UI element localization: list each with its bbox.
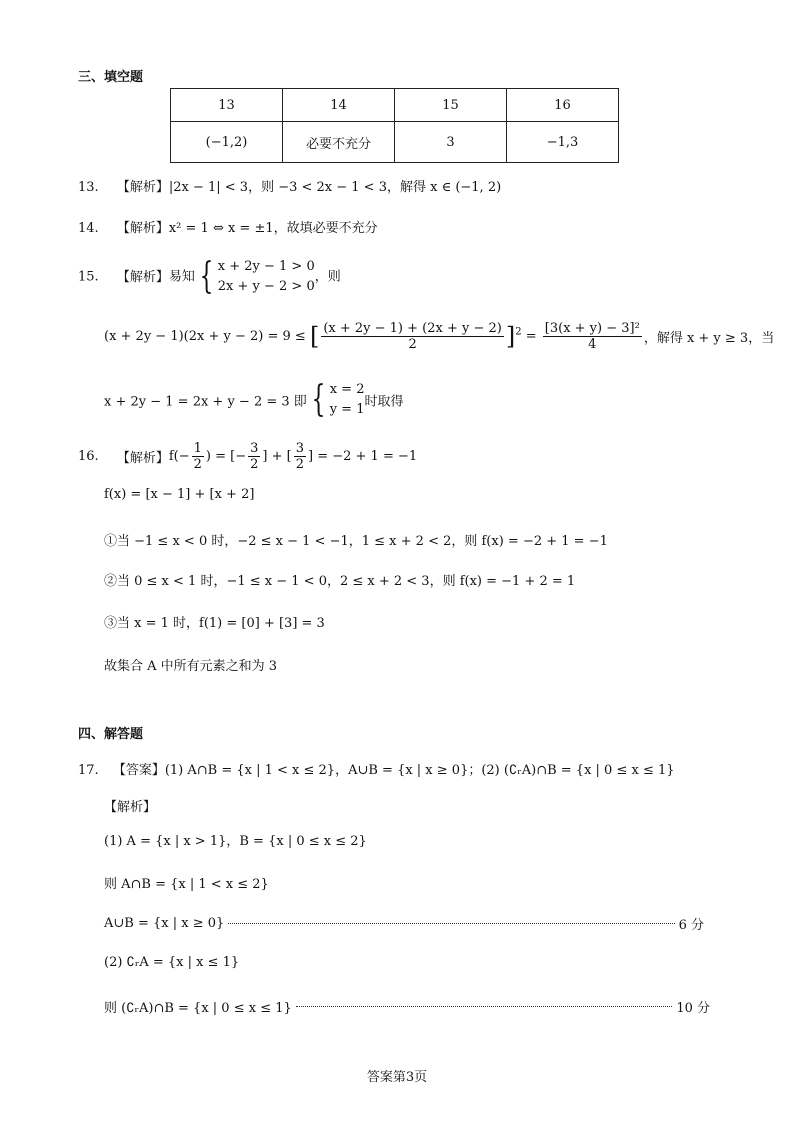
q15-frac1-num: (x + 2y − 1) + (2x + y − 2) bbox=[323, 321, 502, 336]
q15-system-1: { x + 2y − 1 > 0 2x + y − 2 > 0 bbox=[199, 256, 315, 297]
q16-l1-mid2: ] + [ bbox=[262, 449, 292, 464]
q17-l4: (2) ∁ᵣA = {x | x ≤ 1} bbox=[104, 955, 240, 970]
q15-frac2-num: [3(x + y) − 3]² bbox=[544, 321, 640, 336]
q17-tag: 【解析】 bbox=[104, 800, 157, 815]
table-answer-16: −1,3 bbox=[507, 122, 619, 163]
q15-eq: = bbox=[525, 329, 537, 344]
q15-frac2-den: 4 bbox=[588, 337, 597, 352]
q15-line3 bbox=[104, 380, 404, 420]
q15-sys2-row2: y = 1 bbox=[329, 402, 365, 417]
q16-line2: f(x) = [x − 1] + [x + 2] bbox=[104, 487, 255, 502]
q16-conclusion: 故集合 A 中所有元素之和为 3 bbox=[104, 659, 278, 674]
q15-lead: 易知 bbox=[168, 269, 195, 285]
q14-text: x² = 1 ⇔ x = ±1，故填必要不充分 bbox=[168, 221, 378, 236]
q17-l3-leader bbox=[228, 923, 674, 924]
q14-number: 14. bbox=[78, 221, 99, 236]
q16-half-num: 1 bbox=[193, 441, 202, 456]
q15-line2: (x + 2y − 1)(2x + y − 2) = 9 ≤ [ $\frac{(x + 2y - 1) + (2x + y - 2)}{2}$ ]$^2$ = $\frac{\text{[3(x + y) − 3]²}}{4}$ ，解得 x + y ≥ 3，当 bbox=[104, 321, 775, 352]
q15-line1 bbox=[78, 257, 341, 297]
table-answer-14: 必要不充分 bbox=[283, 122, 395, 163]
q16-three-num-2: 3 bbox=[295, 441, 304, 456]
q16-case3: ③当 x = 1 时，f(1) = [0] + [3] = 3 bbox=[104, 616, 325, 631]
q17-l5-row bbox=[104, 997, 710, 1016]
q15-system-2: { x = 2 y = 1 bbox=[311, 379, 365, 420]
table-answer-15: 3 bbox=[395, 122, 507, 163]
q16-half bbox=[192, 441, 204, 472]
q16-half-den: 2 bbox=[193, 457, 202, 472]
q14-line bbox=[78, 217, 378, 236]
table-answer-13: (−1,2) bbox=[171, 122, 283, 163]
q15-tag: 【解析】 bbox=[116, 269, 169, 285]
q16-l1-mid: ) = [− bbox=[205, 449, 247, 464]
q15-sys1-row1: x + 2y − 1 > 0 bbox=[217, 259, 315, 274]
q13-text: |2x − 1| < 3，则 −3 < 2x − 1 < 3，解得 x ∈ (−1, 2) bbox=[168, 180, 502, 195]
table-header-13: 13 bbox=[171, 89, 283, 122]
section-4-title: 四、解答题 bbox=[78, 727, 144, 742]
q16-case2: ②当 0 ≤ x < 1 时，−1 ≤ x − 1 < 0，2 ≤ x + 2 < 3，则 f(x) = −1 + 2 = 1 bbox=[104, 574, 576, 589]
q16-neg-three-half bbox=[248, 441, 260, 472]
q17-l3-score: 6 分 bbox=[678, 918, 704, 933]
q17-l3-row bbox=[104, 914, 704, 933]
q16-case1: ①当 −1 ≤ x < 0 时，−2 ≤ x − 1 < −1，1 ≤ x + 2 < 2，则 f(x) = −2 + 1 = −1 bbox=[104, 534, 608, 549]
q15-number: 15. bbox=[78, 269, 99, 285]
q15-frac1-den: 2 bbox=[408, 337, 417, 352]
table-header-16: 16 bbox=[507, 89, 619, 122]
answer-table bbox=[170, 88, 619, 163]
q17-l2: 则 A∩B = {x | 1 < x ≤ 2} bbox=[104, 877, 269, 892]
q13-line bbox=[78, 176, 501, 195]
q17-answer-line bbox=[78, 759, 675, 778]
q17-answer: 【答案】(1) A∩B = {x | 1 < x ≤ 2}，A∪B = {x | x ≥ 0}；(2) (∁ᵣA)∩B = {x | 0 ≤ x ≤ 1} bbox=[112, 763, 675, 778]
section-3-title: 三、填空题 bbox=[78, 70, 144, 85]
q15-tail: ，解得 x + y ≥ 3，当 bbox=[643, 331, 775, 346]
q17-number: 17. bbox=[78, 763, 99, 778]
page-footer: 答案第3页 bbox=[366, 1070, 428, 1085]
q16-number: 16. bbox=[78, 449, 99, 464]
q13-number: 13. bbox=[78, 180, 99, 195]
q17-l5-leader bbox=[296, 1006, 673, 1007]
q17-l5: 则 (∁ᵣA)∩B = {x | 0 ≤ x ≤ 1} bbox=[104, 1001, 292, 1016]
q15-fraction-2 bbox=[543, 321, 642, 352]
q15-after3: 时取得 bbox=[364, 394, 404, 410]
q15-sys2-row1: x = 2 bbox=[329, 382, 365, 397]
q16-three-den-2: 2 bbox=[295, 457, 304, 472]
table-header-15: 15 bbox=[395, 89, 507, 122]
q17-l1: (1) A = {x | x > 1}，B = {x | 0 ≤ x ≤ 2} bbox=[104, 834, 367, 849]
q14-tag: 【解析】 bbox=[116, 221, 169, 236]
q15-sys1-row2: 2x + y − 2 > 0 bbox=[217, 279, 315, 294]
q16-three-den: 2 bbox=[250, 457, 259, 472]
q17-l5-score: 10 分 bbox=[676, 1001, 710, 1016]
q17-l3: A∪B = {x | x ≥ 0} bbox=[104, 916, 225, 931]
q16-tag: 【解析】 bbox=[116, 451, 169, 466]
q13-tag: 【解析】 bbox=[116, 180, 169, 195]
q16-line1 bbox=[78, 441, 417, 472]
q15-after1: ，则 bbox=[314, 269, 341, 285]
q16-l1-end: ] = −2 + 1 = −1 bbox=[307, 449, 418, 464]
q16-three-num: 3 bbox=[250, 441, 259, 456]
q16-l1-pre: f(− bbox=[168, 449, 190, 464]
q15-expr-left: (x + 2y − 1)(2x + y − 2) = 9 ≤ bbox=[104, 329, 306, 344]
table-header-14: 14 bbox=[283, 89, 395, 122]
q15-fraction-1 bbox=[321, 321, 504, 352]
q16-three-half bbox=[294, 441, 306, 472]
q15-line3-text: x + 2y − 1 = 2x + y − 2 = 3 即 bbox=[104, 394, 307, 410]
